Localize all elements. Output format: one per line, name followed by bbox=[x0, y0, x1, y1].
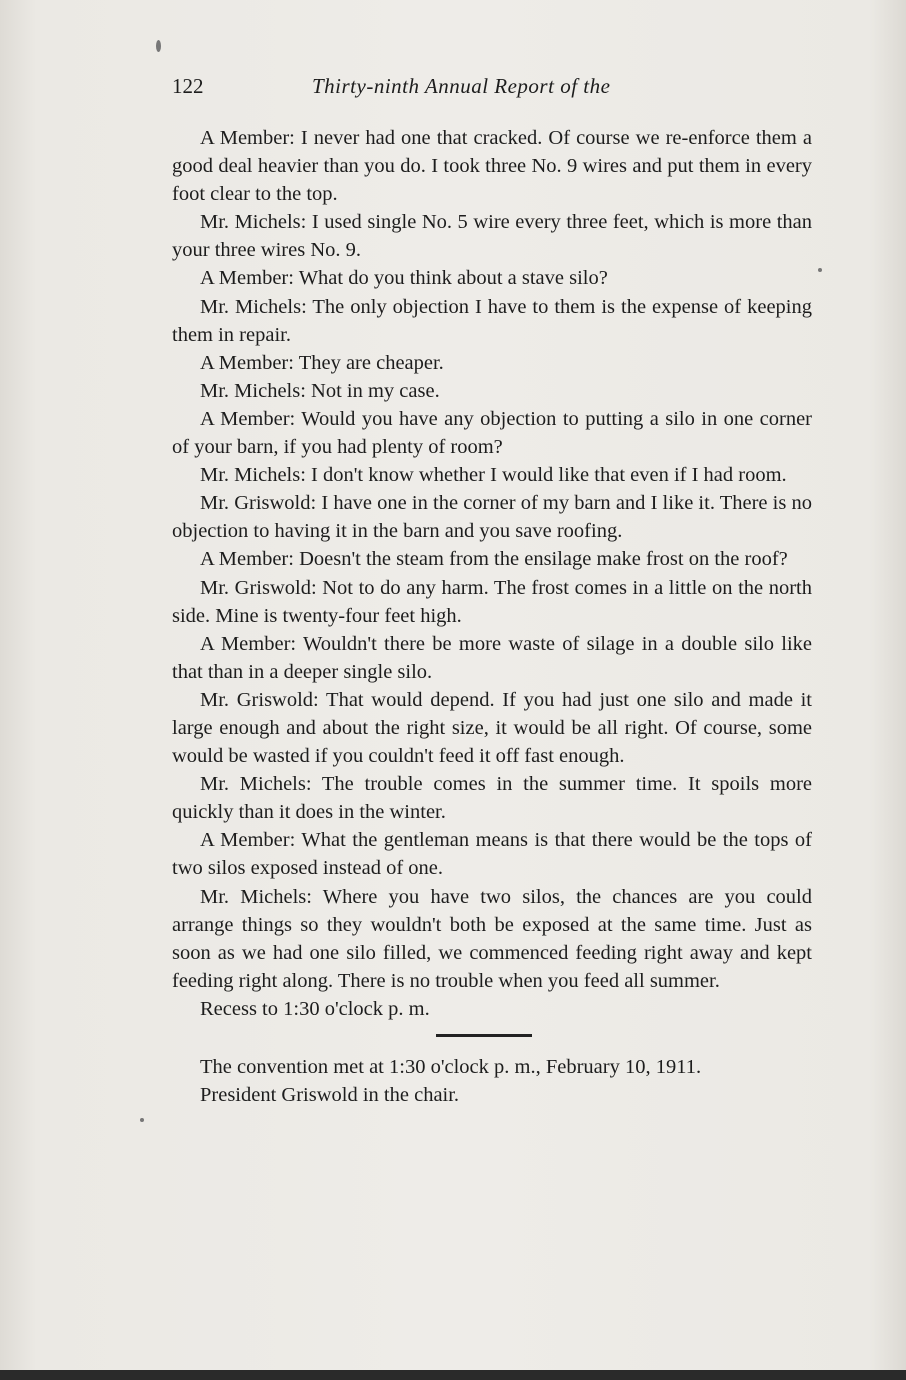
dialogue-paragraph: A Member: What the gentleman means is that there would be the tops of two silos exposed instead of one. bbox=[172, 829, 812, 880]
dialogue-paragraph: A Member: Wouldn't there be more waste of silage in a double silo like that than in a deeper single silo. bbox=[172, 632, 812, 683]
dialogue-paragraph: Mr. Griswold: That would depend. If you had just one silo and made it large enough and about the right size, it would be all right. Of course, some would be wasted if you couldn't feed it off fast enough. bbox=[172, 688, 812, 768]
page-header bbox=[172, 74, 812, 104]
running-title: Thirty-ninth Annual Report of the bbox=[312, 74, 611, 98]
scan-speck bbox=[156, 40, 161, 52]
dialogue-paragraph: Mr. Griswold: Not to do any harm. The frost comes in a little on the north side. Mine is twenty-four feet high. bbox=[172, 576, 812, 627]
dialogue-paragraph: Mr. Michels: The only objection I have to them is the expense of keeping them in repair. bbox=[172, 295, 812, 346]
scan-speck bbox=[818, 268, 822, 272]
dialogue-paragraph: A Member: What do you think about a stave silo? bbox=[200, 267, 608, 290]
chair-line: President Griswold in the chair. bbox=[200, 1084, 460, 1107]
convention-line: The convention met at 1:30 o'clock p. m., February 10, 1911. bbox=[200, 1056, 702, 1078]
page-body bbox=[172, 124, 812, 1109]
dialogue-paragraph: Mr. Michels: Where you have two silos, the chances are you could arrange things so they wouldn't both be exposed at the same time. Just as soon as we had one silo filled, we commenced feeding right away and kept feeding right along. There is no trouble when you feed all summer. bbox=[172, 885, 812, 992]
scan-bottom-edge bbox=[0, 1370, 906, 1380]
dialogue-paragraph: A Member: Doesn't the steam from the ensilage make frost on the roof? bbox=[200, 548, 788, 571]
recess-line: Recess to 1:30 o'clock p. m. bbox=[200, 997, 430, 1020]
dialogue-paragraph: A Member: Would you have any objection to putting a silo in one corner of your barn, if you had plenty of room? bbox=[172, 407, 812, 459]
dialogue-paragraph: Mr. Michels: Not in my case. bbox=[200, 379, 440, 402]
dialogue-paragraph: A Member: They are cheaper. bbox=[200, 351, 444, 374]
dialogue-paragraph: Mr. Michels: I used single No. 5 wire every three feet, which is more than your three wires No. 9. bbox=[172, 211, 812, 262]
dialogue-paragraph: Mr. Michels: The trouble comes in the summer time. It spoils more quickly than it does in the winter. bbox=[172, 773, 812, 824]
dialogue-paragraph: A Member: I never had one that cracked. Of course we re-enforce them a good deal heavier than you do. I took three No. 9 wires and put them in every foot clear to the top. bbox=[172, 127, 812, 206]
scan-speck bbox=[140, 1118, 144, 1122]
page-number: 122 bbox=[172, 74, 204, 98]
section-divider bbox=[436, 1034, 532, 1037]
dialogue-paragraph: Mr. Griswold: I have one in the corner of my barn and I like it. There is no objection to having it in the barn and you save roofing. bbox=[172, 492, 812, 543]
dialogue-paragraph: Mr. Michels: I don't know whether I would like that even if I had room. bbox=[200, 464, 787, 487]
